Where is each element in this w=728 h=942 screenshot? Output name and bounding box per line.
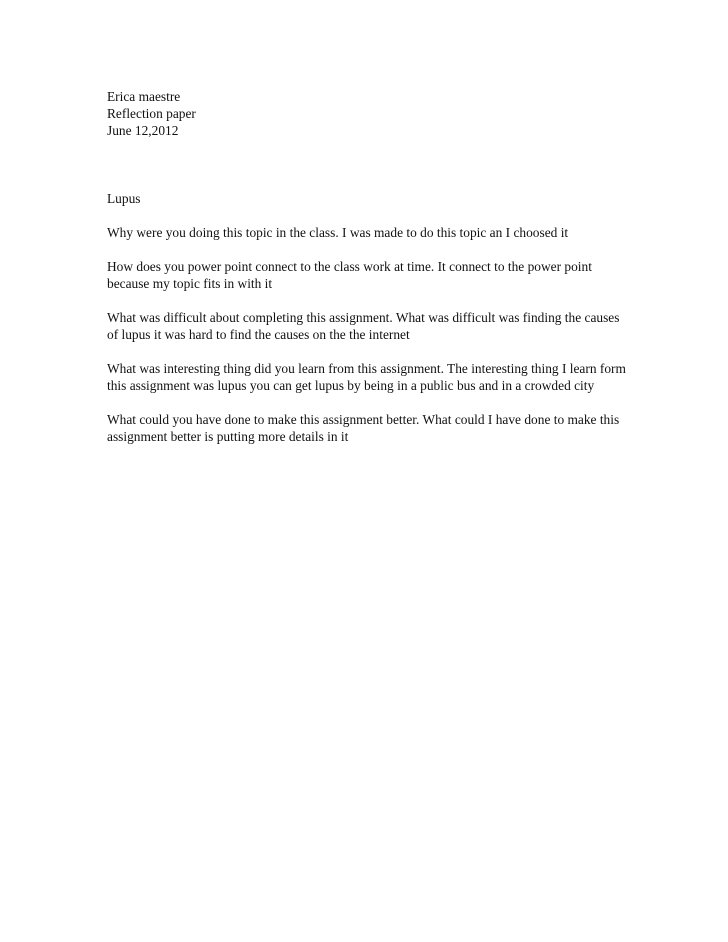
document-type: Reflection paper [107, 106, 196, 121]
paragraph-power-point-connection: How does you power point connect to the class work at time. It connect to the power point because my topic fits in with it [107, 259, 592, 291]
document-body [107, 88, 627, 445]
paragraph-improvement: What could you have done to make this assignment better. What could I have done to make this assignment better is putting more details in it [107, 412, 620, 444]
paragraph-difficulty: What was difficult about completing this assignment. What was difficult was finding the causes of lupus it was hard to find the causes on the the internet [107, 310, 620, 342]
document-date: June 12,2012 [107, 123, 179, 138]
document-title: Lupus [107, 191, 141, 206]
author-name: Erica maestre [107, 89, 181, 104]
paragraph-interesting-learning: What was interesting thing did you learn from this assignment. The interesting thing I learn form this assignment was lupus you can get lupus by being in a public bus and in a crowded city [107, 361, 626, 393]
paragraph-why-topic: Why were you doing this topic in the class. I was made to do this topic an I choosed it [107, 225, 569, 240]
